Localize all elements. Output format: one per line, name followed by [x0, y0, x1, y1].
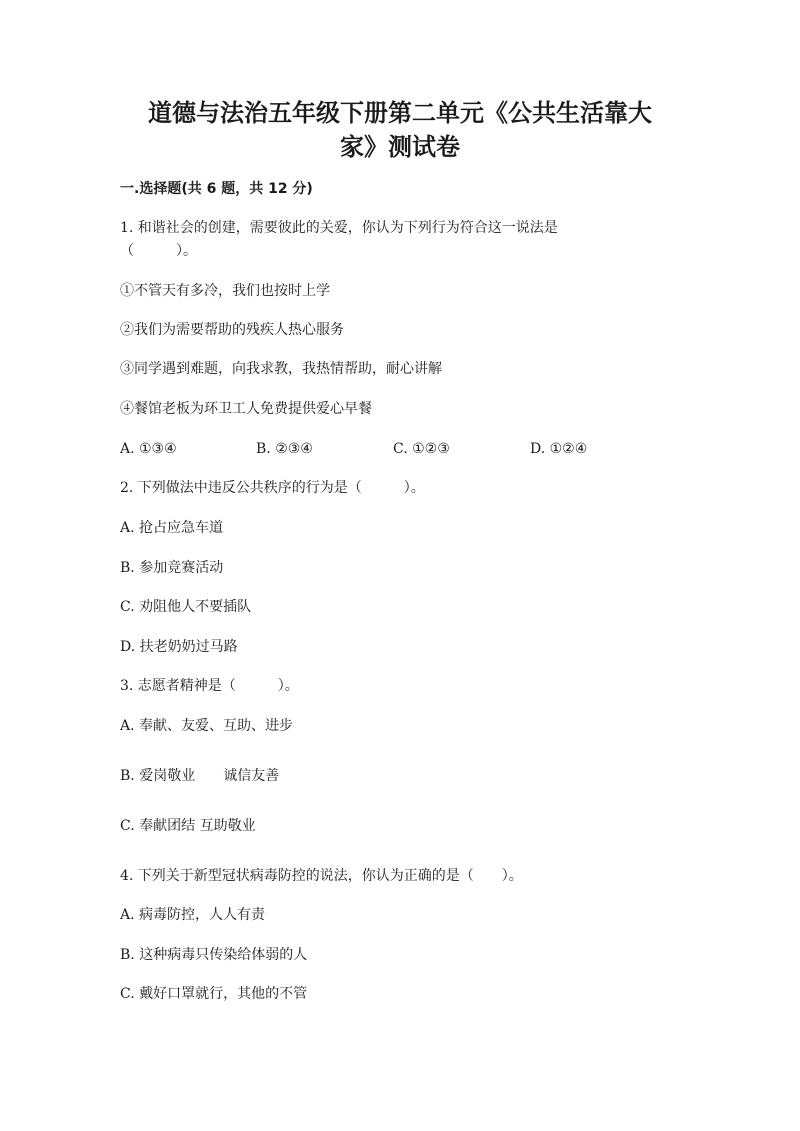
question-3-option-a[interactable]: A. 奉献、友爱、互助、进步 — [120, 718, 294, 734]
question-3-stem: 3. 志愿者精神是（ ）。 — [120, 678, 299, 694]
question-3-option-b[interactable]: B. 爱岗敬业 诚信友善 — [120, 768, 280, 784]
question-2-option-b[interactable]: B. 参加竞赛活动 — [120, 560, 224, 576]
question-1-stem-line-1: 1. 和谐社会的创建，需要彼此的关爱，你认为下列行为符合这一说法是 — [120, 220, 558, 236]
question-1-statement-3: ③同学遇到难题，向我求教，我热情帮助，耐心讲解 — [120, 361, 442, 377]
question-1-statement-4: ④餐馆老板为环卫工人免费提供爱心早餐 — [120, 401, 372, 417]
question-2-stem: 2. 下列做法中违反公共秩序的行为是（ ）。 — [120, 480, 425, 496]
section-heading: 一.选择题(共 6 题，共 12 分) — [120, 181, 313, 197]
question-1-option-b[interactable]: B. ②③④ — [256, 441, 313, 457]
page-title-line-1: 道德与法治五年级下册第二单元《公共生活靠大 — [148, 99, 652, 127]
question-4-option-b[interactable]: B. 这种病毒只传染给体弱的人 — [120, 947, 308, 963]
question-1-statement-1: ①不管天有多冷，我们也按时上学 — [120, 283, 330, 299]
page-title-line-2: 家》测试卷 — [340, 133, 460, 161]
question-2-option-a[interactable]: A. 抢占应急车道 — [120, 520, 224, 536]
question-2-option-c[interactable]: C. 劝阻他人不要插队 — [120, 599, 252, 615]
question-1-option-c[interactable]: C. ①②③ — [393, 441, 450, 457]
question-4-stem: 4. 下列关于新型冠状病毒防控的说法，你认为正确的是（ ）。 — [120, 868, 523, 884]
question-3-option-c[interactable]: C. 奉献团结 互助敬业 — [120, 818, 256, 834]
question-1-option-a[interactable]: A. ①③④ — [120, 441, 177, 457]
question-1-option-d[interactable]: D. ①②④ — [530, 441, 588, 457]
question-1-stem-line-2: （ ）。 — [120, 243, 197, 259]
question-4-option-c[interactable]: C. 戴好口罩就行，其他的不管 — [120, 986, 308, 1002]
question-2-option-d[interactable]: D. 扶老奶奶过马路 — [120, 639, 238, 655]
question-4-option-a[interactable]: A. 病毒防控，人人有责 — [120, 907, 266, 923]
question-1-statement-2: ②我们为需要帮助的残疾人热心服务 — [120, 322, 344, 338]
